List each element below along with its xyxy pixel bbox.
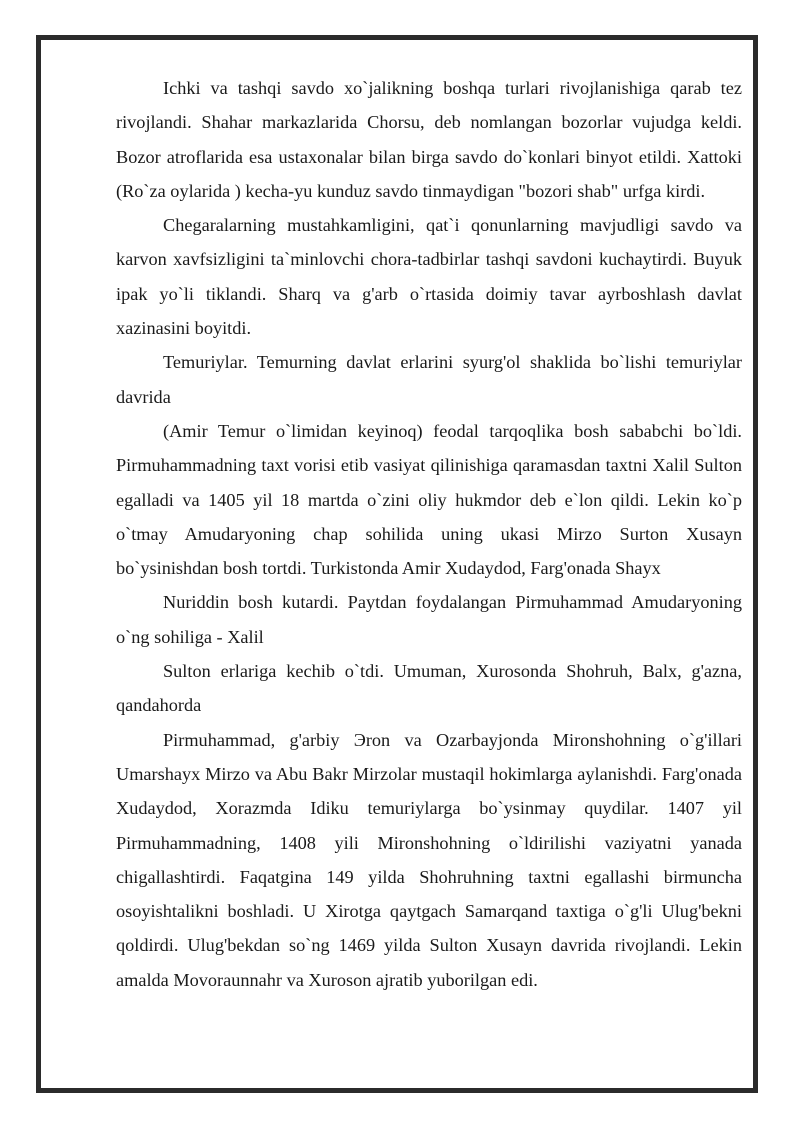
paragraph-trade: Ichki va tashqi savdo xo`jalikning boshqa turlari rivojlanishiga qarab tez rivojlandi. Shahar markazlarida Chorsu, deb nomlangan bozorlar vujudga keldi. Bozor atroflarida esa ustaxonalar bilan birga savdo do`konlari binyot etildi. Xattoki (Ro`za oylarida ) kecha-yu kunduz savdo tinmaydigan "bozori shab" urfga kirdi. bbox=[116, 78, 742, 201]
paragraph-borders: Chegaralarning mustahkamligini, qat`i qonunlarning mavjudligi savdo va karvon xavfsizligini ta`minlovchi chora-tadbirlar tashqi savdoni kuchaytirdi. Buyuk ipak yo`li tiklandi. Sharq va g'arb o`rtasida doimiy tavar ayrboshlash davlat xazinasini boyitdi. bbox=[116, 215, 742, 339]
document-body bbox=[116, 71, 742, 997]
paragraph-pirmuhammad: Pirmuhammad, g'arbiy Эron va Ozarbayjonda Mironshohning o`g'illari Umarshayx Mirzo va Abu Bakr Mirzolar mustaqil hokimlarga aylanishdi. Farg'onada Xudaydod, Xorazmda Idiku temuriylarga bo`ysinmay quydilar. 1407 yil Pirmuhammadning, 1408 yili Mironshohning o`ldirilishi vaziyatni yanada chigallashtirdi. Faqatgina 149 yilda Shohruhning taxtni egallashi birmuncha osoyishtalikni boshladi. U Xirotga qaytgach Samarqand taxtiga o`g'li Ulug'bekni qoldirdi. Ulug'bekdan so`ng 1469 yilda Sulton Xusayn davrida rivojlandi. Lekin amalda Movoraunnahr va Xuroson ajratib yuborilgan edi. bbox=[116, 729, 742, 990]
paragraph-temurids: Temuriylar. Temurning davlat erlarini syurg'ol shaklida bo`lishi temuriylar davrida bbox=[116, 352, 742, 407]
paragraph-feudal-split: (Amir Temur o`limidan keyinoq) feodal tarqoqlika bosh sababchi bo`ldi. Pirmuhammadning taxt vorisi etib vasiyat qilinishiga qaramasdan taxtni Xalil Sulton egalladi va 1405 yil 18 martda o`zini oliy hukmdor deb e`lon qildi. Lekin ko`p o`tmay Amudaryoning chap sohilida uning ukasi Mirzo Surton Xusayn bo`ysinishdan bosh tortdi. Turkistonda Amir Xudaydod, Farg'onada Shayx bbox=[116, 420, 742, 579]
paragraph-sulton-lands: Sulton erlariga kechib o`tdi. Umuman, Xurosonda Shohruh, Balx, g'azna, qandahorda bbox=[116, 661, 742, 716]
paragraph-nuriddin: Nuriddin bosh kutardi. Paytdan foydalangan Pirmuhammad Amudaryoning o`ng sohiliga - Xalil bbox=[116, 592, 742, 647]
